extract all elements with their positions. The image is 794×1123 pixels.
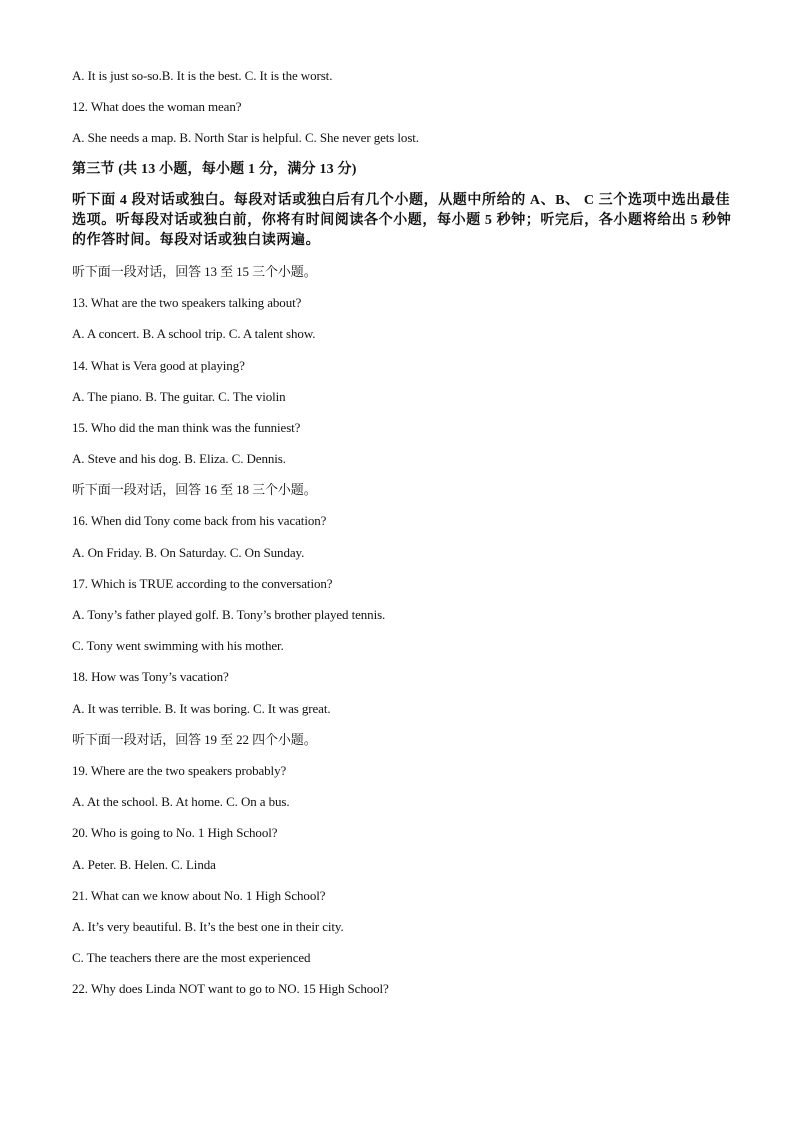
q13-options: A. A concert. B. A school trip. C. A talent show. bbox=[72, 326, 316, 342]
q12-options: A. She needs a map. B. North Star is helpful. C. She never gets lost. bbox=[72, 130, 419, 146]
q20-options: A. Peter. B. Helen. C. Linda bbox=[72, 856, 216, 872]
q12-question: 12. What does the woman mean? bbox=[72, 99, 242, 115]
q11-options: A. It is just so-so.B. It is the best. C. It is the worst. bbox=[72, 68, 333, 83]
q19-question: 19. Where are the two speakers probably? bbox=[72, 762, 287, 778]
q15-question: 15. Who did the man think was the funniest? bbox=[72, 419, 301, 435]
q17-options-ab: A. Tony’s father played golf. B. Tony’s brother played tennis. bbox=[72, 607, 386, 622]
q21-options-ab: A. It’s very beautiful. B. It’s the best one in their city. bbox=[72, 918, 344, 934]
section-heading: 第三节 (共 13 小题，每小题 1 分，满分 13 分) bbox=[72, 161, 357, 177]
q22-question: 22. Why does Linda NOT want to go to NO. 15 High School? bbox=[72, 981, 389, 997]
q20-question: 20. Who is going to No. 1 High School? bbox=[72, 825, 278, 841]
q16-options: A. On Friday. B. On Saturday. C. On Sunday. bbox=[72, 544, 305, 560]
dialogue-intro-19-22: 听下面一段对话，回答 19 至 22 四个小题。 bbox=[72, 731, 317, 747]
q21-question: 21. What can we know about No. 1 High School? bbox=[72, 887, 326, 903]
q19-options: A. At the school. B. At home. C. On a bus. bbox=[72, 794, 290, 810]
q18-options: A. It was terrible. B. It was boring. C. It was great. bbox=[72, 700, 331, 716]
dialogue-intro-13-15: 听下面一段对话，回答 13 至 15 三个小题。 bbox=[72, 263, 317, 279]
q18-question: 18. How was Tony’s vacation? bbox=[72, 669, 229, 685]
document-page bbox=[72, 66, 744, 1010]
q17-question: 17. Which is TRUE according to the conversation? bbox=[72, 575, 333, 591]
q15-options: A. Steve and his dog. B. Eliza. C. Dennis. bbox=[72, 451, 286, 467]
dialogue-intro-16-18: 听下面一段对话，回答 16 至 18 三个小题。 bbox=[72, 482, 317, 498]
section-instructions: 听下面 4 段对话或独白。每段对话或独白后有几个小题，从题中所给的 A、B、 C 三个选项中选出最佳选项。听每段对话或独白前，你将有时间阅读各个小题，每小题 5 秒钟；听完后，各小题将给出 5 秒钟的作答时间。每段对话或独白读两遍。 bbox=[72, 192, 732, 248]
q16-question: 16. When did Tony come back from his vacation? bbox=[72, 513, 327, 529]
q14-options: A. The piano. B. The guitar. C. The violin bbox=[72, 388, 286, 404]
q17-option-c: C. Tony went swimming with his mother. bbox=[72, 638, 284, 654]
q21-option-c: C. The teachers there are the most experienced bbox=[72, 950, 311, 966]
q14-question: 14. What is Vera good at playing? bbox=[72, 357, 245, 373]
q13-question: 13. What are the two speakers talking about? bbox=[72, 295, 302, 311]
